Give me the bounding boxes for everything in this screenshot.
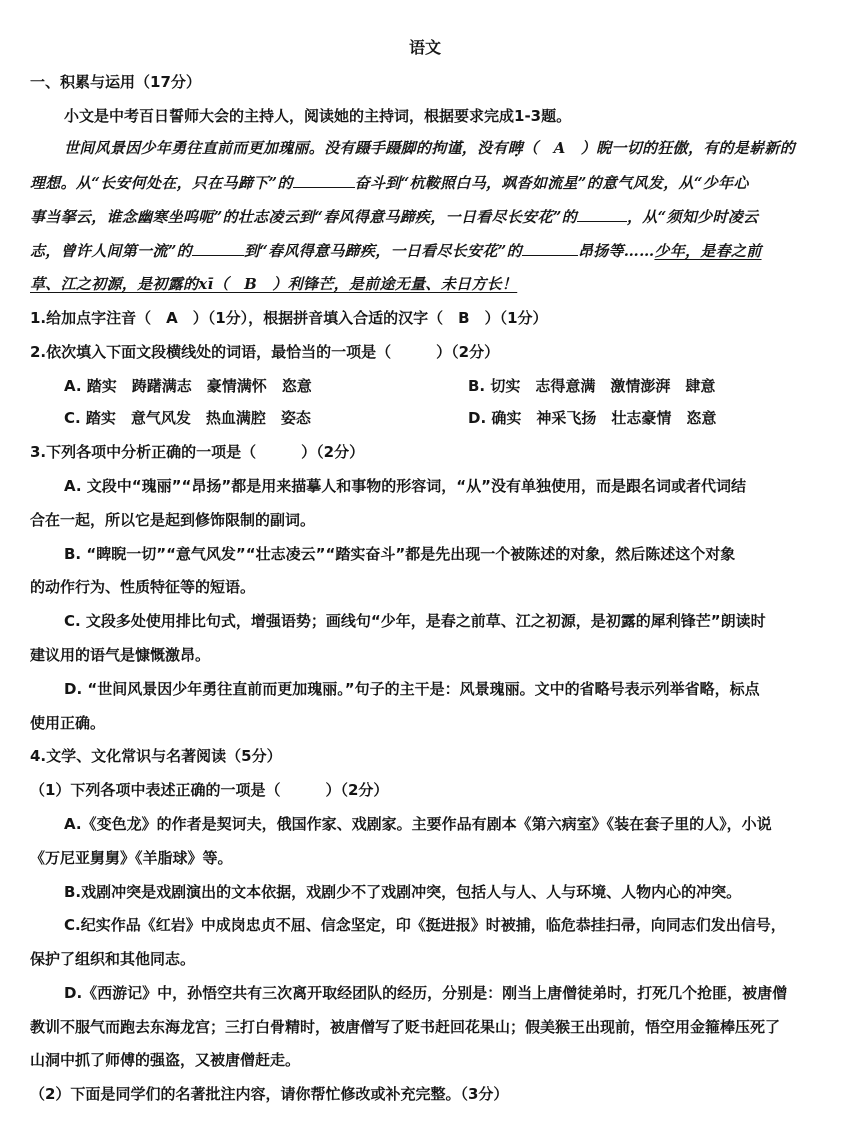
passage-text: ，从“须知少时凌云 xyxy=(627,208,759,226)
underlined-sentence: 少年，是春之前 xyxy=(654,242,762,260)
q4-option-c: C.纪实作品《红岩》中成岗忠贞不屈、信念坚定，印《挺进报》时被捕，临危恭挂扫帚，向同志们发出信号， xyxy=(64,916,786,934)
q3-option-d: D. “世间风景因少年勇往直前而更加瑰丽。”句子的主干是：风景瑰丽。文中的省略号表示列举省略，标点 xyxy=(64,680,760,698)
option-c: C. 踏实 意气风发 热血满腔 姿态 xyxy=(64,409,311,427)
passage-line xyxy=(30,274,802,294)
q3-option-b: B. “睥睨一切”“意气风发”“壮志凌云”“踏实奋斗”都是先出现一个被陈述的对象，然后陈述这个对象 xyxy=(64,545,736,563)
passage-text: （ A ）睨一切的狂傲，有的是崭新的 xyxy=(523,139,796,157)
q3-option-c-cont: 建议用的语气是慷慨激昂。 xyxy=(30,646,211,664)
passage-line xyxy=(30,240,802,261)
q3-option-a-cont: 合在一起，所以它是起到修饰限制的副词。 xyxy=(30,511,316,529)
passage-text: 世间风景因少年勇往直前而更加瑰丽。没有蹑手蹑脚的拘谨，没有 xyxy=(64,139,508,157)
q4-option-c-cont: 保护了组织和其他同志。 xyxy=(30,950,196,968)
option-row xyxy=(64,408,802,428)
underlined-sentence: 草、江之初源，是初露的xī（ B ）利锋芒，是前途无量、未日方长！ xyxy=(30,275,518,293)
q4-option-a: A.《变色龙》的作者是契诃夫，俄国作家、戏剧家。主要作品有剧本《第六病室》《装在套子里的人》，小说 xyxy=(64,815,772,833)
passage-text: 到“春风得意马蹄疾，一日看尽长安花”的 xyxy=(243,242,522,260)
q4-option-b: B.戏剧冲突是戏剧演出的文本依据，戏剧少不了戏剧冲突，包括人与人、人与环境、人物内心的冲突。 xyxy=(64,883,742,901)
option-a: A. 踏实 踌躇满志 豪情满怀 恣意 xyxy=(64,377,312,395)
passage-text: 奋斗到“杭鞍照白马，飒沓如流星”的意气风发，从“少年心 xyxy=(354,174,749,192)
question-3: 3.下列各项中分析正确的一项是（ ）（2分） xyxy=(30,443,365,461)
q4-option-d: D.《西游记》中，孙悟空共有三次离开取经团队的经历，分别是：刚当上唐僧徒弟时，打死几个抢匪，被唐僧 xyxy=(64,984,788,1002)
q4-option-d-cont: 教训不服气而跑去东海龙宫；三打白骨精时，被唐僧写了贬书赶回花果山；假美猴王出现前，悟空用金箍棒压死了 xyxy=(30,1018,781,1036)
passage-text: 志，曾许人间第一流”的 xyxy=(30,242,192,260)
question-2: 2.依次填入下面文段横线处的词语，最恰当的一项是（ ）（2分） xyxy=(30,343,500,361)
fill-blank xyxy=(522,240,578,256)
passage-text: 昂扬等…… xyxy=(577,242,655,260)
fill-blank xyxy=(192,240,244,256)
page-title: 语文 xyxy=(408,38,441,57)
passage-line xyxy=(64,138,802,158)
intro-text: 小文是中考百日誓师大会的主持人，阅读她的主持词，根据要求完成1-3题。 xyxy=(64,107,572,125)
option-d: D. 确实 神采飞扬 壮志豪情 恣意 xyxy=(468,409,717,427)
question-4-2: （2）下面是同学们的名著批注内容，请你帮忙修改或补充完整。（3分） xyxy=(30,1085,509,1103)
q4-option-a-cont: 《万尼亚舅舅》《羊脂球》等。 xyxy=(30,849,233,867)
question-4: 4.文学、文化常识与名著阅读（5分） xyxy=(30,747,282,765)
dotted-char: 睥 xyxy=(507,139,524,157)
option-b: B. 切实 志得意满 激情澎湃 肆意 xyxy=(468,377,716,395)
passage-line xyxy=(30,172,802,193)
passage-text: 理想。从“长安何处在，只在马蹄下”的 xyxy=(30,174,293,192)
question-1: 1.给加点字注音（ A ）（1分），根据拼音填入合适的汉字（ B ）（1分） xyxy=(30,309,548,327)
option-row xyxy=(64,376,802,396)
passage-text: 事当拏云，谁念幽寒坐呜呃”的壮志凌云到“春风得意马蹄疾，一日看尽长安花”的 xyxy=(30,208,577,226)
section-heading: 一、积累与运用（17分） xyxy=(30,73,201,91)
q4-option-d-cont: 山洞中抓了师傅的强盗，又被唐僧赶走。 xyxy=(30,1051,301,1069)
fill-blank xyxy=(577,206,627,222)
q3-option-b-cont: 的动作行为、性质特征等的短语。 xyxy=(30,578,256,596)
question-4-1: （1）下列各项中表述正确的一项是（ ）（2分） xyxy=(30,781,389,799)
q3-option-c: C. 文段多处使用排比句式，增强语势；画线句“少年，是春之前草、江之初源，是初露的犀利锋芒”朗读时 xyxy=(64,612,766,630)
q3-option-d-cont: 使用正确。 xyxy=(30,714,106,732)
fill-blank xyxy=(293,172,355,188)
passage-line xyxy=(30,206,802,227)
q3-option-a: A. 文段中“瑰丽”“昂扬”都是用来描摹人和事物的形容词，“从”没有单独使用，而是跟名词或者代词结 xyxy=(64,477,746,495)
